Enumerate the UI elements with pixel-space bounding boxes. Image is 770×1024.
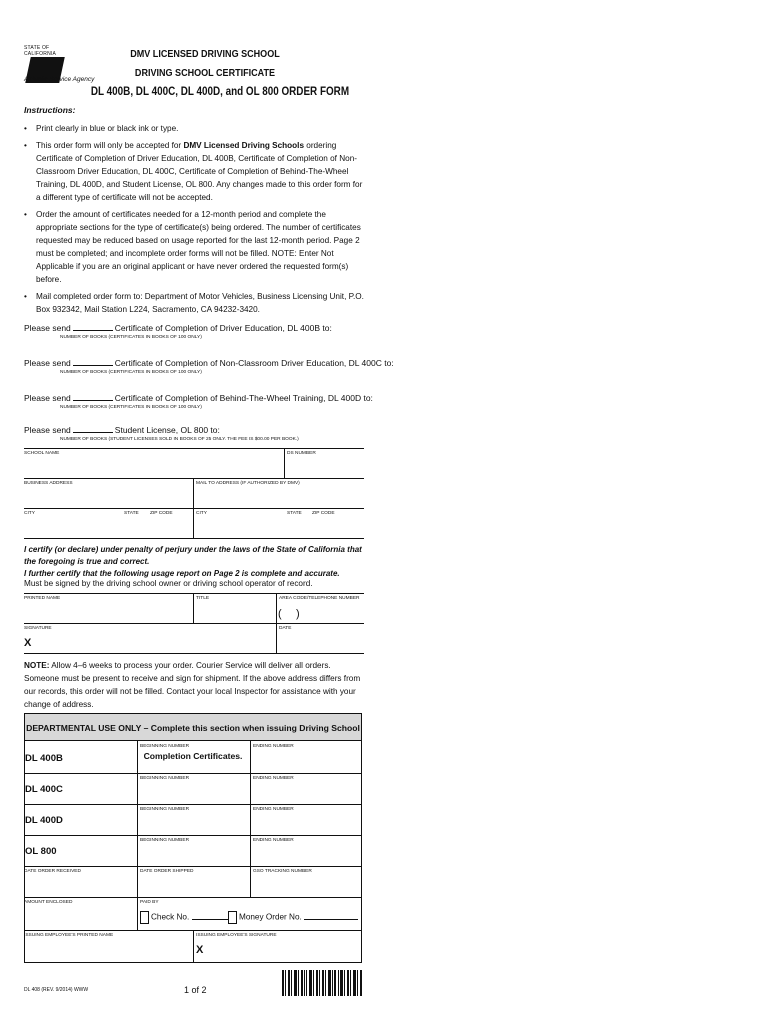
dl400b-books-input[interactable] [73, 330, 113, 331]
check-checkbox[interactable] [140, 911, 149, 924]
money-order-option: Money Order No. [228, 911, 358, 924]
dl400b-label: DL 400B [25, 753, 63, 764]
employee-signature-x-mark: X [196, 944, 204, 956]
certification-statement: I certify (or declare) under penalty of perjury under the laws of the State of California that the foregoing is true and correct. I further certify that the following usage report on Page 2 is complete and accurate. [24, 545, 362, 578]
instructions-heading: Instructions: [24, 105, 76, 115]
mail-zip-field[interactable]: ZIP CODE [312, 511, 335, 516]
processing-note: NOTE: Allow 4–6 weeks to process your order. Courier Service will deliver all orders. Someone must be present to receive and sign for shipment. If the above address differs from our records, this order will not be filled. Contact your local Inspector for assistance with your change of address. [24, 661, 361, 709]
mail-city-field[interactable]: CITY [196, 511, 207, 516]
paid-by-label: PAID BY [140, 900, 159, 905]
mail-state-field[interactable]: STATE [287, 511, 302, 516]
employee-name-field[interactable]: ISSUING EMPLOYEE'S PRINTED NAME [24, 933, 114, 938]
title-field[interactable]: TITLE [196, 596, 210, 601]
phone-field[interactable]: AREA CODE/TELEPHONE NUMBER [279, 596, 360, 601]
dl400c-books-input[interactable] [73, 365, 113, 366]
zip-field[interactable]: ZIP CODE [150, 511, 173, 516]
dl400d-ending-field[interactable]: ENDING NUMBER [253, 807, 294, 812]
amount-enclosed-field[interactable]: AMOUNT ENCLOSED [24, 900, 73, 905]
order-row-dl400c: Please send Certificate of Completion of Non-Classroom Driver Education, DL 400C to: NUMBER OF BOOKS (CERTIFICATES IN BOOKS OF 100 ONLY) [24, 358, 394, 375]
order-row-dl400b: Please send Certificate of Completion of Driver Education, DL 400B to: NUMBER OF BOOKS (CERTIFICATES IN BOOKS OF 100 ONLY) [24, 323, 332, 340]
date-received-field[interactable]: DATE ORDER RECEIVED [24, 869, 81, 874]
state-field[interactable]: STATE [124, 511, 139, 516]
barcode-icon [282, 970, 362, 996]
ds-number-field[interactable]: DS NUMBER [287, 451, 316, 456]
dl400c-beginning-field[interactable]: BEGINNING NUMBER [140, 776, 190, 781]
business-address-field[interactable]: BUSINESS ADDRESS [24, 481, 73, 486]
ol800-beginning-field[interactable]: BEGINNING NUMBER [140, 838, 190, 843]
instruction-item: • Print clearly in blue or black ink or type. [24, 122, 364, 135]
money-order-checkbox[interactable] [228, 911, 237, 924]
dl400c-ending-field[interactable]: ENDING NUMBER [253, 776, 294, 781]
form-title-line2: DRIVING SCHOOL CERTIFICATE [134, 67, 276, 79]
order-row-ol800: Please send Student License, OL 800 to: NUMBER OF BOOKS (STUDENT LICENSES SOLD IN BOOKS OF 25 ONLY. THE FEE IS $00.00 PER BOOK.) [24, 425, 299, 442]
phone-paren-close: ) [296, 608, 300, 620]
employee-signature-field[interactable]: ISSUING EMPLOYEE'S SIGNATURE [196, 933, 277, 938]
form-id: DL 408 (REV. 9/2014) WWW [24, 987, 89, 993]
check-number-input[interactable] [192, 919, 228, 920]
page-number: 1 of 2 [184, 985, 207, 995]
school-name-field[interactable]: SCHOOL NAME [24, 451, 60, 456]
date-field[interactable]: DATE [279, 626, 292, 631]
signature-field[interactable]: SIGNATURE [24, 626, 52, 631]
signature-x-mark: X [24, 637, 32, 649]
gso-tracking-field[interactable]: GSO TRACKING NUMBER [253, 869, 312, 874]
instructions-list [24, 122, 364, 320]
dl400c-label: DL 400C [25, 784, 63, 795]
departmental-use-heading: DEPARTMENTAL USE ONLY – Complete this section when issuing Driving School Completion Certificates. [24, 713, 362, 741]
order-row-dl400d: Please send Certificate of Completion of Behind-The-Wheel Training, DL 400D to: NUMBER OF BOOKS (CERTIFICATES IN BOOKS OF 100 ONLY) [24, 393, 373, 410]
dl400b-ending-field[interactable]: ENDING NUMBER [253, 744, 294, 749]
dl400d-beginning-field[interactable]: BEGINNING NUMBER [140, 807, 190, 812]
phone-paren-open: ( [278, 608, 282, 620]
city-field[interactable]: CITY [24, 511, 35, 516]
ol800-label: OL 800 [25, 846, 57, 857]
form-title-line1: DMV LICENSED DRIVING SCHOOL [130, 48, 280, 60]
printed-name-field[interactable]: PRINTED NAME [24, 596, 61, 601]
money-order-number-input[interactable] [304, 919, 358, 920]
agency-motto: A Public Service Agency [24, 76, 95, 83]
dl400d-books-input[interactable] [73, 400, 113, 401]
instruction-item: • Mail completed order form to: Department of Motor Vehicles, Business Licensing Unit, P.O. Box 932342, Mail Station L224, Sacramento, CA 94232-3420. [24, 290, 364, 316]
logo-tagline: STATE OF CALIFORNIA [24, 45, 57, 57]
dl400d-label: DL 400D [25, 815, 63, 826]
instruction-item: • Order the amount of certificates needed for a 12-month period and complete the appropriate sections for the type of certificate(s) being ordered. The number of certificates requested may be reduced based on usage reported for the last 12-month period. Page 2 must be completed; and incomplete order forms will not be filled. NOTE: Enter Not Applicable if you are an original applicant or have never ordered the requested form(s) before. [24, 208, 364, 286]
signature-instruction: Must be signed by the driving school owner or driving school operator of record. [24, 579, 313, 588]
ol800-ending-field[interactable]: ENDING NUMBER [253, 838, 294, 843]
form-title-line3: DL 400B, DL 400C, DL 400D, and OL 800 ORDER FORM [90, 86, 350, 98]
instruction-item: • This order form will only be accepted for DMV Licensed Driving Schools ordering Certificate of Completion of Driver Education, DL 400B, Certificate of Completion of Non-Classroom Driver Education, DL 400C, Certificate of Completion of Behind-The-Wheel Training, DL 400D, and Student License, OL 800. Any changes made to this order form for a different type of certificate will not be accepted. [24, 139, 364, 204]
dl400b-beginning-field[interactable]: BEGINNING NUMBER [140, 744, 190, 749]
date-shipped-field[interactable]: DATE ORDER SHIPPED [140, 869, 194, 874]
check-option: Check No. [140, 911, 228, 924]
ol800-books-input[interactable] [73, 432, 113, 433]
mail-to-address-field[interactable]: MAIL TO ADDRESS (IF AUTHORIZED BY DMV) [196, 481, 300, 486]
